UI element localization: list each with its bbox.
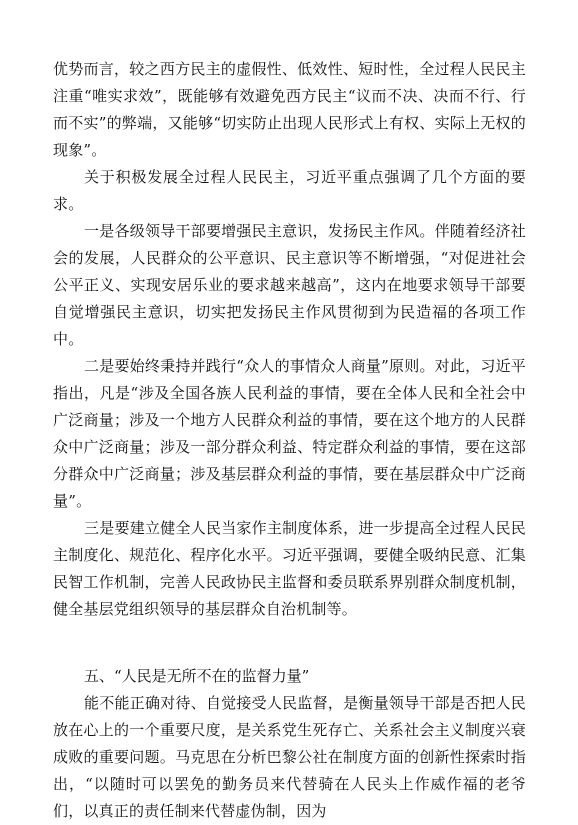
document-page bbox=[53, 56, 526, 825]
paragraph-requirements-intro: 关于积极发展全过程人民民主，习近平重点强调了几个方面的要求。 bbox=[53, 168, 526, 213]
paragraph-point-three: 三是要建立健全人民当家作主制度体系，进一步提高全过程人民民主制度化、规范化、程序化水平。习近平强调，要健全吸纳民意、汇集民智工作机制，完善人民政协民主监督和委员联系界别群众制度机制，健全基层党组织领导的基层群众自治机制等。 bbox=[53, 519, 526, 618]
paragraph-supervision: 能不能正确对待、自觉接受人民监督，是衡量领导干部是否把人民放在心上的一个重要尺度，是关系党生死存亡、关系社会主义制度兴衰成败的重要问题。马克思在分析巴黎公社在制度方面的创新性探索时指出，“以随时可以罢免的勤务员来代替骑在人民头上作威作福的老爷们，以真正的责任制来代替虚伪制，因为 bbox=[53, 694, 526, 820]
paragraph-intro-continuation: 优势而言，较之西方民主的虚假性、低效性、短时性，全过程人民民主注重“唯实求效”，既能够有效避免西方民主“议而不决、决而不行、行而不实”的弊端，又能够“切实防止出现人民形式上有权、实际上无权的现象”。 bbox=[53, 60, 526, 159]
section-heading: 五、“人民是无所不在的监督力量” bbox=[84, 667, 310, 685]
paragraph-point-one: 一是各级领导干部要增强民主意识，发扬民主作风。伴随着经济社会的发展，人民群众的公平意识、民主意识等不断增强，“对促进社会公平正义、实现安居乐业的要求越来越高”，这内在地要求领导干部要自觉增强民主意识，切实把发扬民主作风贯彻到为民造福的各项工作中。 bbox=[53, 222, 526, 348]
section-gap bbox=[53, 623, 526, 663]
paragraph-point-two: 二是要始终秉持并践行“众人的事情众人商量”原则。对此，习近平指出，凡是“涉及全国各族人民利益的事情，要在全体人民和全社会中广泛商量；涉及一个地方人民群众利益的事情，要在这个地方的人民群众中广泛商量；涉及一部分群众利益、特定群众利益的事情，要在这部分群众中广泛商量；涉及基层群众利益的事情，要在基层群众中广泛商量”。 bbox=[53, 357, 526, 510]
